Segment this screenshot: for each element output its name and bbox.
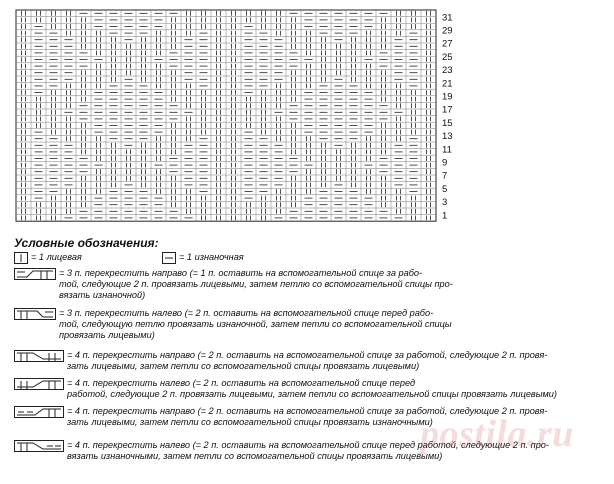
legend-title: Условные обозначения: (14, 236, 159, 250)
row-label: 1 (442, 210, 448, 222)
row-label: 9 (442, 157, 448, 169)
watermark: postila.ru (420, 413, 574, 455)
row-label: 3 (442, 197, 448, 209)
row-label: 31 (442, 12, 453, 24)
legend-item-1: = 3 п. перекрестить направо (= 1 п. оставить на вспомогательной спице за рабо- той, следующие 2 п. провязать лицевыми, затем петлю со вспомогательной спицы про- вязать изнаночной) (14, 268, 453, 301)
purl-symbol-icon (162, 252, 176, 264)
legend-purl: = 1 изнаночная (162, 252, 244, 264)
row-label: 15 (442, 117, 453, 129)
cross-4-right-knit-icon (14, 350, 64, 362)
row-label: 29 (442, 25, 453, 37)
row-label: 21 (442, 78, 453, 90)
row-label: 17 (442, 104, 453, 116)
cross-3-left-icon (14, 308, 56, 320)
legend-item-4: = 4 п. перекрестить налево (= 2 п. оставить на вспомогательной спице перед работой, следующие 2 п. провязать лицевыми, затем петли со вспомогательной спицы провязать лицевыми) (14, 378, 557, 400)
row-label: 7 (442, 170, 448, 182)
row-label: 27 (442, 38, 453, 50)
cross-4-left-purl-icon (14, 440, 64, 452)
cross-4-left-knit-icon (14, 378, 64, 390)
row-label: 23 (442, 65, 453, 77)
legend-item-2: = 3 п. перекрестить налево (= 2 п. оставить на вспомогательной спице перед рабо- той, следующую петлю провязать изнаночной, затем петли со вспомогательной спицы провязать лицевыми) (14, 308, 452, 341)
knit-symbol-icon (14, 252, 28, 264)
legend-item-5: = 4 п. перекрестить направо (= 2 п. оставить на вспомогательной спице за работой, следующие 2 п. провя- зать лицевыми, затем петли со вспомогательной спицы провязать изнаночными) (14, 406, 547, 428)
knitting-chart (14, 8, 454, 224)
row-label: 5 (442, 183, 448, 195)
row-label: 11 (442, 144, 452, 156)
row-label: 25 (442, 51, 453, 63)
legend-item-3: = 4 п. перекрестить направо (= 2 п. оставить на вспомогательной спице за работой, следующие 2 п. провя- зать лицевыми, затем петли со вспомогательной спицы провязать лицевыми) (14, 350, 547, 372)
row-label: 19 (442, 91, 453, 103)
legend-knit: = 1 лицевая (14, 252, 82, 264)
cross-3-right-icon (14, 268, 56, 280)
row-label: 13 (442, 131, 453, 143)
legend-item-6: = 4 п. перекрестить налево (= 2 п. оставить на вспомогательной спице перед работой, следующие 2 п. про- вязать изнаночными, затем петли со вспомогательной спицы провязать лицевыми) (14, 440, 549, 462)
cross-4-right-purl-icon (14, 406, 64, 418)
knitting-chart-grid (14, 8, 454, 224)
